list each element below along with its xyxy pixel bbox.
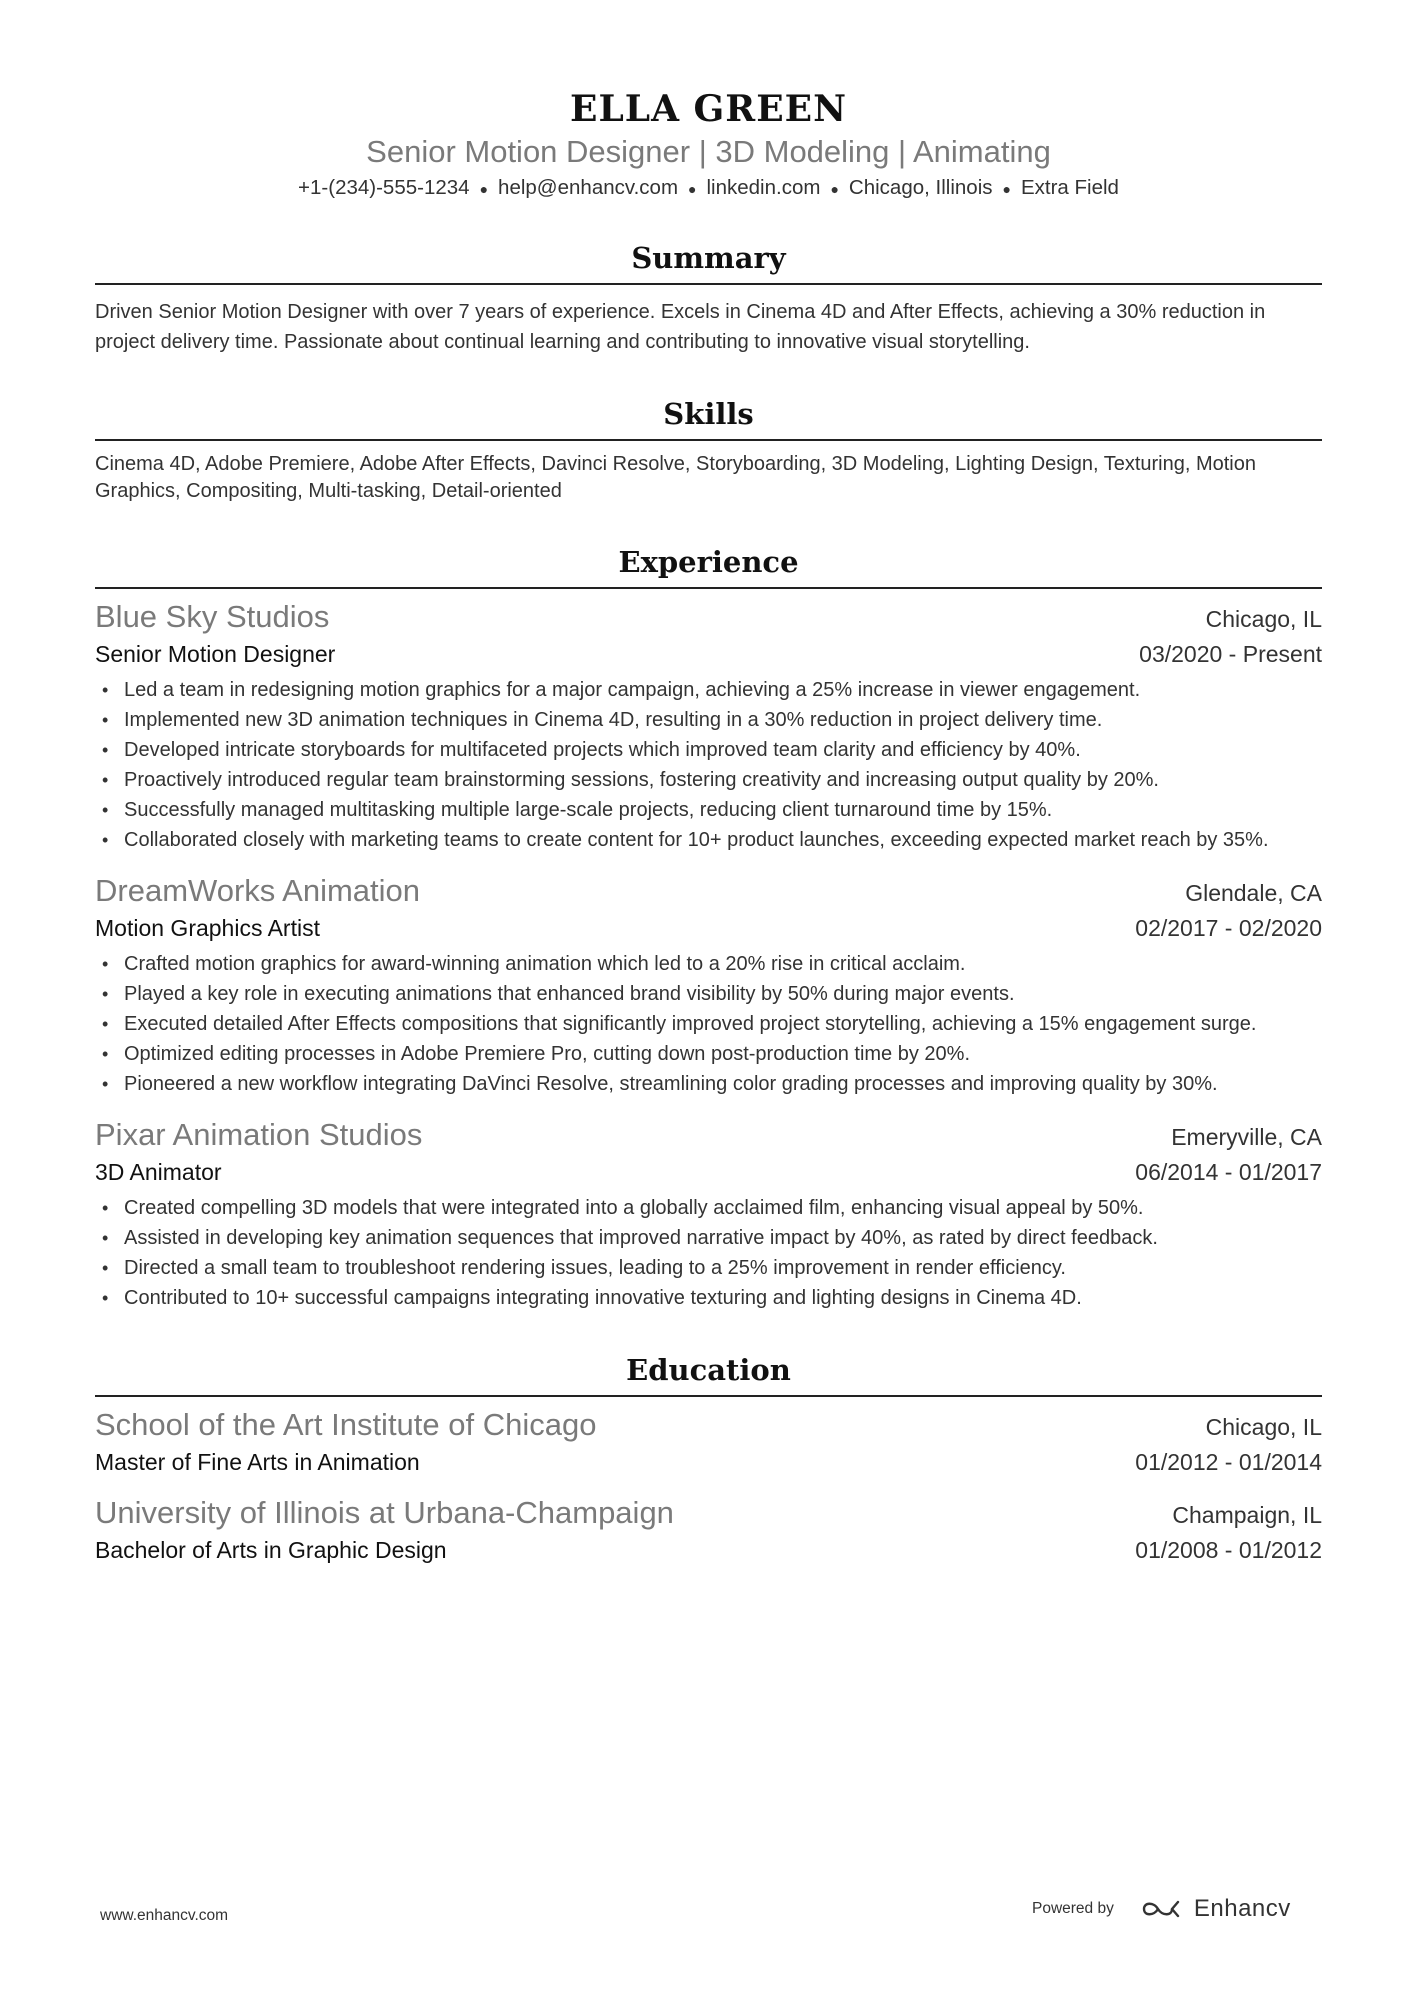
experience-section xyxy=(95,543,1322,1313)
job-dates: 02/2017 - 02/2020 xyxy=(1135,914,1322,941)
job-bullet: • Crafted motion graphics for award-winning animation which led to a 20% rise in critical acclaim. xyxy=(124,949,1322,979)
job-bullet: • Implemented new 3D animation techniques in Cinema 4D, resulting in a 30% reduction in project delivery time. xyxy=(124,705,1322,735)
education-header-row xyxy=(95,1493,1322,1533)
education-degree-row xyxy=(95,1533,1322,1567)
job-dates: 06/2014 - 01/2017 xyxy=(1135,1158,1322,1185)
section-title-summary: Summary xyxy=(631,240,786,275)
section-title-experience: Experience xyxy=(618,544,799,579)
separator-dot: ● xyxy=(830,180,839,197)
job-entry xyxy=(95,597,1322,855)
enhancv-brand-name[interactable]: Enhancv xyxy=(1193,1895,1291,1922)
job-role-row xyxy=(95,1155,1322,1189)
job-bullet: • Played a key role in executing animations that enhanced brand visibility by 50% during major events. xyxy=(124,979,1322,1009)
section-title-skills: Skills xyxy=(663,396,754,431)
job-role-row xyxy=(95,637,1322,671)
job-entry xyxy=(95,1115,1322,1313)
contact-phone[interactable]: +1-(234)-555-1234 xyxy=(298,176,470,199)
education-dates: 01/2012 - 01/2014 xyxy=(1135,1448,1322,1475)
job-location: Emeryville, CA xyxy=(1171,1123,1322,1150)
job-location: Chicago, IL xyxy=(1205,605,1322,632)
section-divider xyxy=(95,283,1322,285)
job-bullet: • Proactively introduced regular team brainstorming sessions, fostering creativity and increasing output quality by 20%. xyxy=(124,765,1322,795)
powered-by-label: Powered by xyxy=(1032,1900,1114,1917)
job-company: Blue Sky Studios xyxy=(95,598,330,634)
section-divider xyxy=(95,439,1322,441)
job-role: Senior Motion Designer xyxy=(95,640,336,667)
job-bullet: • Created compelling 3D models that were integrated into a globally acclaimed film, enhancing visual appeal by 50%. xyxy=(124,1193,1322,1223)
education-section xyxy=(95,1351,1322,1567)
candidate-name: ELLA GREEN xyxy=(570,88,847,130)
job-bullets xyxy=(95,675,1322,855)
education-entry xyxy=(95,1493,1322,1567)
education-location: Chicago, IL xyxy=(1205,1413,1322,1440)
job-bullets xyxy=(95,1193,1322,1313)
contact-linkedin[interactable]: linkedin.com xyxy=(706,176,821,199)
job-bullet: • Executed detailed After Effects compositions that significantly improved project storytelling, achieving a 15% engagement surge. xyxy=(124,1009,1322,1039)
footer-website-link[interactable]: www.enhancv.com xyxy=(100,1907,229,1924)
job-role-row xyxy=(95,911,1322,945)
job-bullet: • Collaborated closely with marketing teams to create content for 10+ product launches, exceeding expected market reach by 35%. xyxy=(124,825,1322,855)
contact-line xyxy=(95,174,1322,203)
education-dates: 01/2008 - 01/2012 xyxy=(1135,1536,1322,1563)
contact-extra: Extra Field xyxy=(1020,176,1119,199)
job-bullet: • Directed a small team to troubleshoot rendering issues, leading to a 25% improvement in render efficiency. xyxy=(124,1253,1322,1283)
job-bullets xyxy=(95,949,1322,1099)
education-entry xyxy=(95,1405,1322,1479)
education-location: Champaign, IL xyxy=(1172,1501,1322,1528)
job-bullet: • Contributed to 10+ successful campaigns integrating innovative texturing and lighting designs in Cinema 4D. xyxy=(124,1283,1322,1313)
job-entry xyxy=(95,871,1322,1099)
job-role: Motion Graphics Artist xyxy=(95,914,320,941)
education-school: University of Illinois at Urbana-Champaign xyxy=(95,1494,674,1530)
summary-section xyxy=(95,239,1322,357)
job-bullet: • Developed intricate storyboards for multifaceted projects which improved team clarity and efficiency by 40%. xyxy=(124,735,1322,765)
contact-location: Chicago, Illinois xyxy=(848,176,993,199)
resume-header xyxy=(95,0,1322,203)
job-bullet: • Pioneered a new workflow integrating DaVinci Resolve, streamlining color grading processes and improving quality by 30%. xyxy=(124,1069,1322,1099)
section-divider xyxy=(95,1395,1322,1397)
skills-text: Cinema 4D, Adobe Premiere, Adobe After Effects, Davinci Resolve, Storyboarding, 3D Modeling, Lighting Design, Texturing, Motion Graphics, Compositing, Multi-tasking, Detail-oriented xyxy=(95,452,1256,502)
education-school: School of the Art Institute of Chicago xyxy=(95,1406,597,1442)
job-bullet: • Optimized editing processes in Adobe Premiere Pro, cutting down post-production time by 20%. xyxy=(124,1039,1322,1069)
job-header-row xyxy=(95,1115,1322,1155)
job-bullet: • Successfully managed multitasking multiple large-scale projects, reducing client turnaround time by 15%. xyxy=(124,795,1322,825)
job-header-row xyxy=(95,597,1322,637)
job-bullet: • Led a team in redesigning motion graphics for a major campaign, achieving a 25% increase in viewer engagement. xyxy=(124,675,1322,705)
resume-page xyxy=(95,0,1322,1567)
candidate-headline: Senior Motion Designer | 3D Modeling | Animating xyxy=(366,134,1051,169)
job-header-row xyxy=(95,871,1322,911)
separator-dot: ● xyxy=(688,180,697,197)
job-location: Glendale, CA xyxy=(1185,879,1322,906)
job-dates: 03/2020 - Present xyxy=(1139,640,1322,667)
education-degree-row xyxy=(95,1445,1322,1479)
job-company: DreamWorks Animation xyxy=(95,872,421,908)
education-degree: Bachelor of Arts in Graphic Design xyxy=(95,1536,447,1563)
section-title-education: Education xyxy=(626,1352,791,1387)
job-bullet: • Assisted in developing key animation sequences that improved narrative impact by 40%, as rated by direct feedback. xyxy=(124,1223,1322,1253)
job-role: 3D Animator xyxy=(95,1158,222,1185)
separator-dot: ● xyxy=(479,180,489,197)
job-company: Pixar Animation Studios xyxy=(95,1116,423,1152)
education-header-row xyxy=(95,1405,1322,1445)
education-degree: Master of Fine Arts in Animation xyxy=(95,1448,420,1475)
enhancv-logo-icon xyxy=(1140,1898,1186,1920)
contact-email[interactable]: help@enhancv.com xyxy=(498,176,679,199)
separator-dot: ● xyxy=(1002,180,1011,197)
skills-section xyxy=(95,395,1322,505)
section-divider xyxy=(95,587,1322,589)
footer-branding xyxy=(1032,1895,1291,1923)
summary-text: Driven Senior Motion Designer with over 7 years of experience. Excels in Cinema 4D and After Effects, achieving a 30% reduction in project delivery time. Passionate about continual learning and contributing to innovative visual storytelling. xyxy=(95,300,1266,353)
